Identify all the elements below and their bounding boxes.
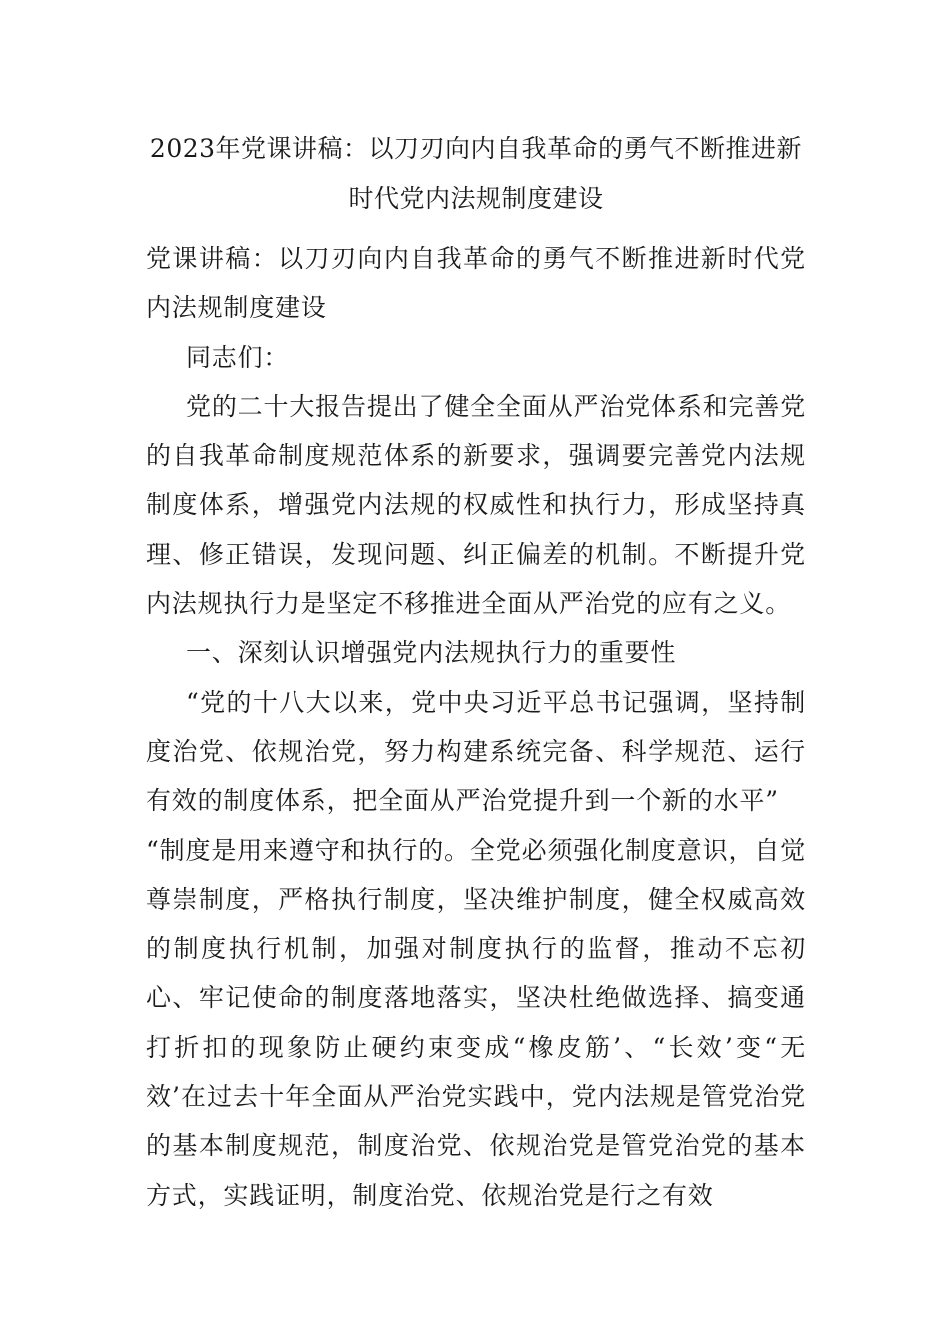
document-body bbox=[146, 234, 806, 1220]
document-subtitle: 党课讲稿：以刀刃向内自我革命的勇气不断推进新时代党内法规制度建设 bbox=[146, 244, 806, 323]
section-heading-1: 一、深刻认识增强党内法规执行力的重要性 bbox=[186, 638, 677, 668]
paragraph-3: “制度是用来遵守和执行的。全党必须强化制度意识，自觉尊崇制度，严格执行制度，坚决维护制度，健全权威高效的制度执行机制，加强对制度执行的监督，推动不忘初心、牢记使命的制度落地落实，坚决杜绝做选择、搞变通打折扣的现象防止硬约束变成“橡皮筋’、“长效’变“无效’在过去十年全面从严治党实践中，党内法规是管党治党的基本制度规范，制度治党、依规治党是管党治党的基本方式，实践证明，制度治党、依规治党是行之有效 bbox=[146, 835, 806, 1210]
paragraph-2: “党的十八大以来，党中央习近平总书记强调，坚持制度治党、依规治党，努力构建系统完备、科学规范、运行有效的制度体系，把全面从严治党提升到一个新的水平” bbox=[146, 687, 806, 816]
salutation: 同志们： bbox=[186, 342, 290, 372]
document-title-line-2: 时代党内法规制度建设 bbox=[348, 184, 604, 213]
paragraph-1: 党的二十大报告提出了健全全面从严治党体系和完善党的自我革命制度规范体系的新要求，强调要完善党内法规制度体系，增强党内法规的权威性和执行力，形成坚持真理、修正错误，发现问题、纠正偏差的机制。不断提升党内法规执行力是坚定不移推进全面从严治党的应有之义。 bbox=[146, 391, 806, 619]
document-title-line-1: 2023年党课讲稿：以刀刃向内自我革命的勇气不断推进新 bbox=[149, 134, 803, 163]
